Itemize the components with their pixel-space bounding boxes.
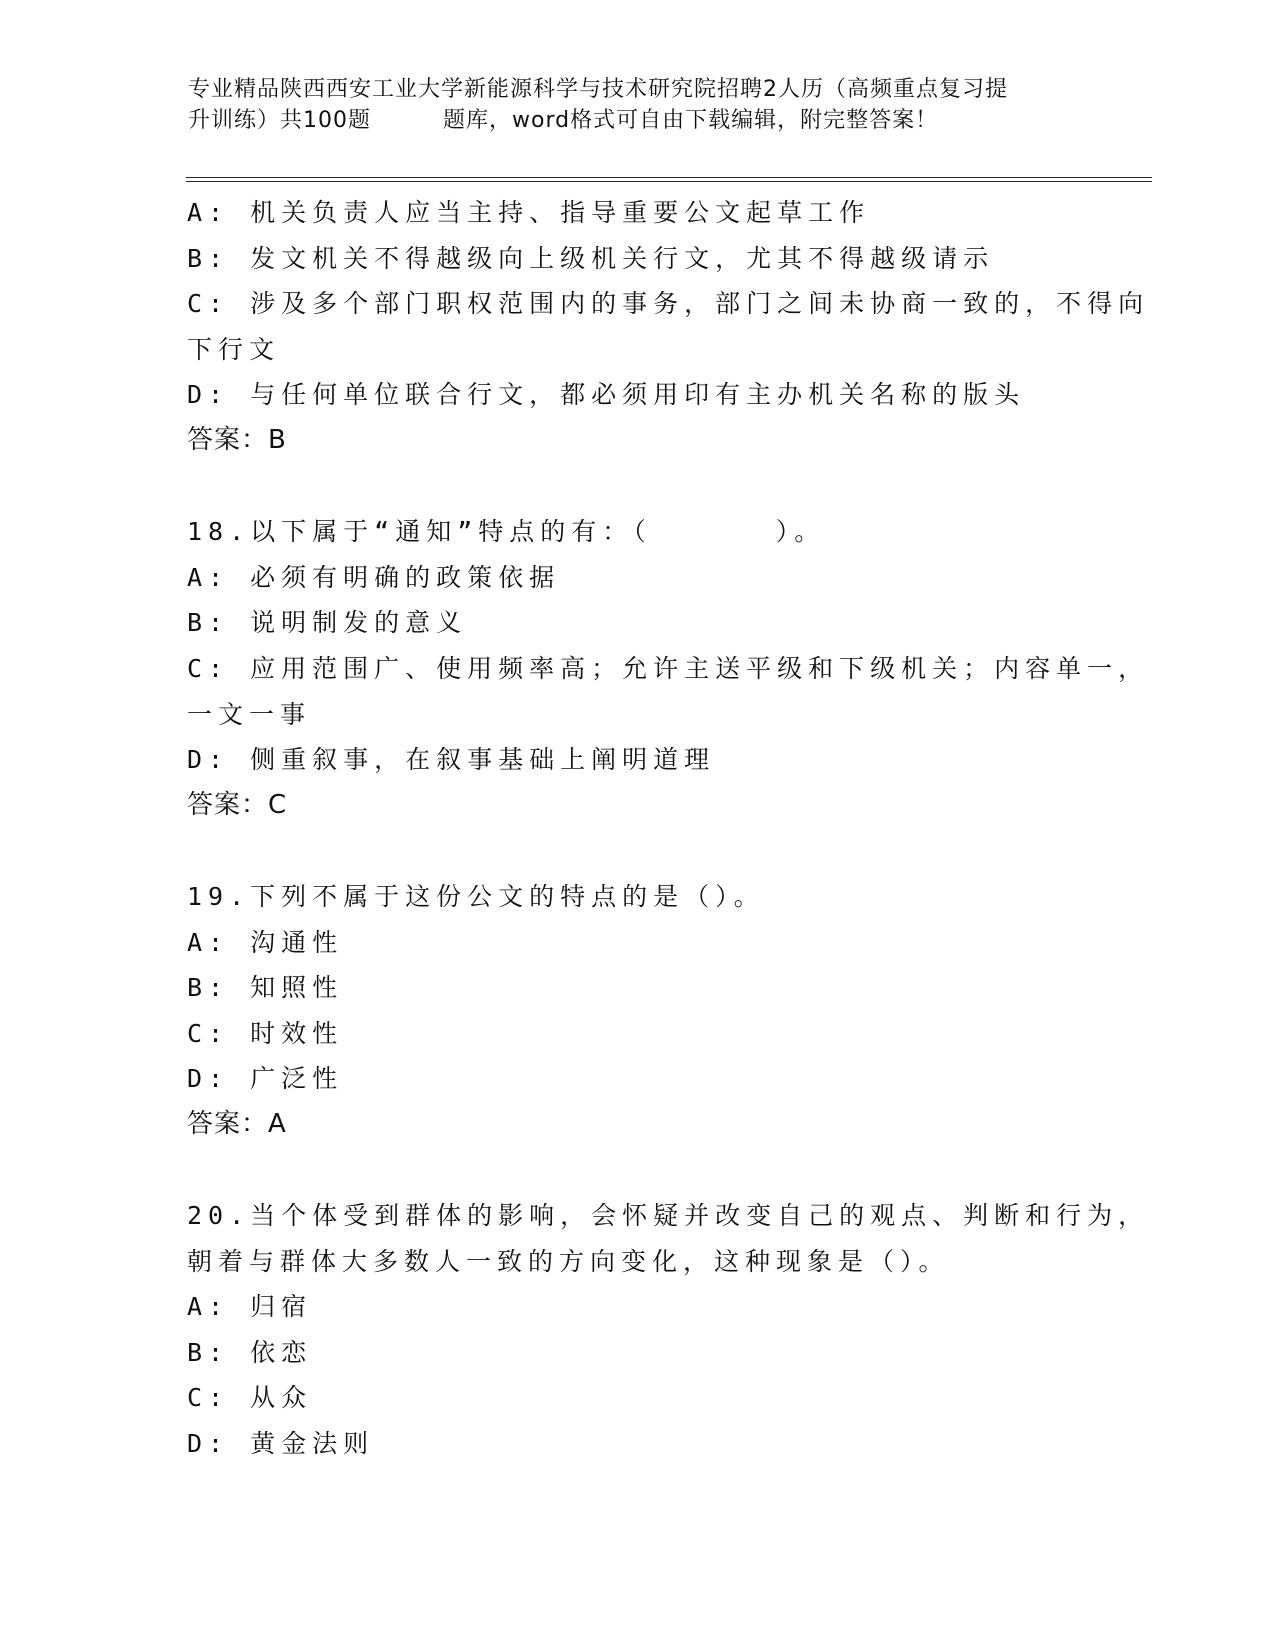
option-c: C: 涉及多个部门职权范围内的事务，部门之间未协商一致的，不得向 — [187, 289, 1150, 319]
question-text: 18.以下属于“通知”特点的有：（ ）。 — [187, 517, 826, 547]
header-title-part-2: 题库，word格式可自由下载编辑，附完整答案！ — [443, 108, 939, 133]
option-d: D: 黄金法则 — [187, 1429, 375, 1459]
header-title-line-1: 专业精品陕西西安工业大学新能源科学与技术研究院招聘2人历（高频重点复习提 — [188, 77, 1008, 102]
header-divider-top — [186, 177, 1152, 178]
option-c: C: 从众 — [187, 1383, 313, 1413]
option-d: D: 侧重叙事，在叙事基础上阐明道理 — [187, 745, 716, 775]
option-c: C: 应用范围广、使用频率高；允许主送平级和下级机关；内容单一， — [187, 653, 1150, 683]
header-divider-bottom — [186, 181, 1152, 182]
answer-line: 答案：B — [187, 424, 287, 455]
question-list — [187, 190, 1150, 1467]
header-title-part-1: 升训练）共100题 — [188, 108, 371, 133]
option-c-continued: 下行文 — [187, 334, 281, 364]
question-17 — [187, 190, 1150, 464]
answer-line: 答案：A — [187, 1108, 287, 1139]
question-19 — [187, 874, 1087, 1148]
question-18 — [187, 509, 1150, 828]
option-a: A: 沟通性 — [187, 927, 344, 957]
option-a: A: 归宿 — [187, 1292, 313, 1322]
option-a: A: 必须有明确的政策依据 — [187, 562, 561, 592]
option-b: B: 依恋 — [187, 1337, 313, 1367]
option-c: C: 时效性 — [187, 1018, 344, 1048]
question-text: 20.当个体受到群体的影响，会怀疑并改变自己的观点、判断和行为， — [187, 1201, 1150, 1231]
option-c-continued: 一文一事 — [187, 699, 312, 729]
document-header — [188, 74, 1088, 136]
option-d: D: 广泛性 — [187, 1064, 344, 1094]
question-text-continued: 朝着与群体大多数人一致的方向变化，这种现象是（）。 — [187, 1246, 950, 1276]
option-b: B: 知照性 — [187, 973, 344, 1003]
option-a: A: 机关负责人应当主持、指导重要公文起草工作 — [187, 198, 871, 227]
option-b: B: 说明制发的意义 — [187, 608, 468, 638]
option-d: D: 与任何单位联合行文，都必须用印有主办机关名称的版头 — [187, 380, 1026, 410]
option-b: B: 发文机关不得越级向上级机关行文，尤其不得越级请示 — [187, 243, 995, 273]
question-20 — [187, 1193, 1150, 1467]
answer-line: 答案：C — [187, 789, 288, 820]
header-title-line-2 — [188, 105, 1088, 136]
question-text: 19.下列不属于这份公文的特点的是（）。 — [187, 881, 765, 911]
